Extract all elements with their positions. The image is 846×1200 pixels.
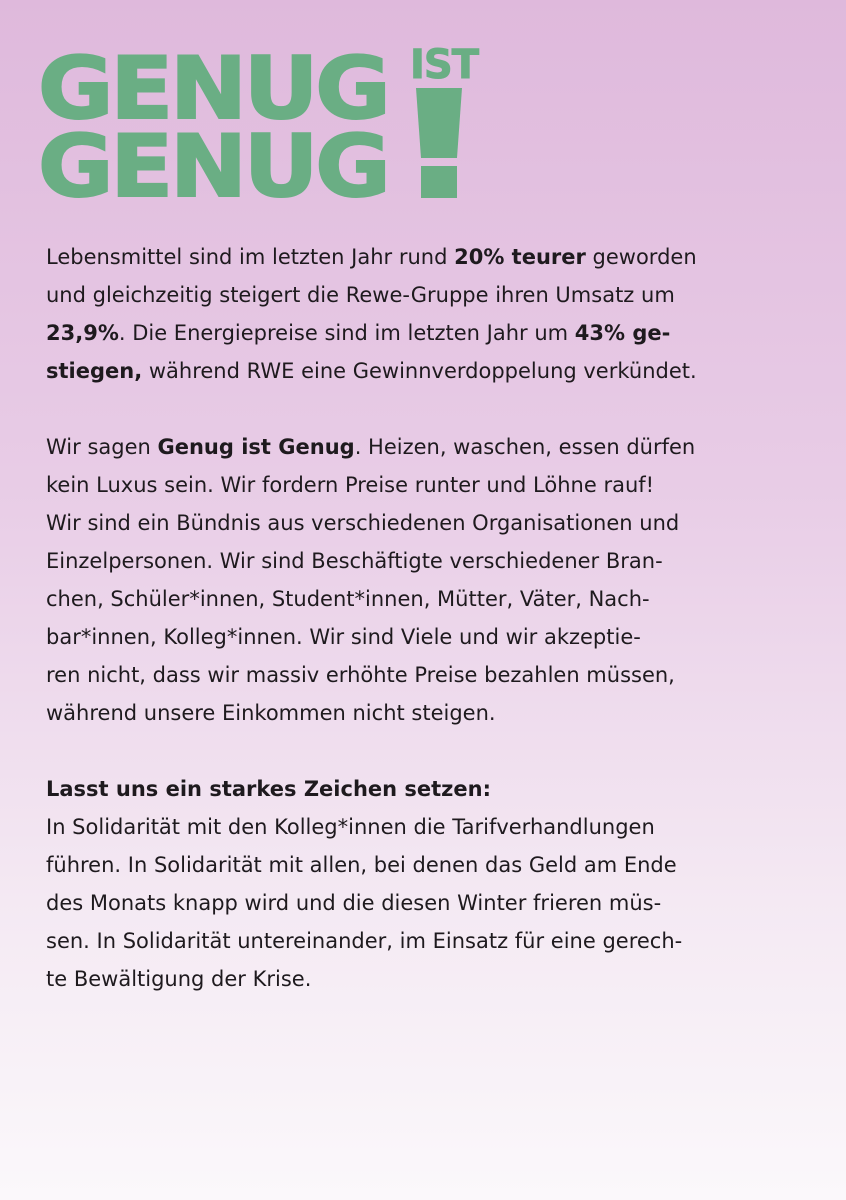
text-line: In Solidarität mit den Kolleg*innen die Tarifverhandlungen — [46, 815, 655, 839]
highlight-43-percent: 43% ge- — [574, 321, 671, 345]
logo-word-ist: IST — [410, 42, 478, 88]
text-line: stiegen, während RWE eine Gewinnverdoppelung verkündet. — [46, 359, 697, 383]
paragraph-solidarity — [46, 770, 816, 998]
text-line: ren nicht, dass wir massiv erhöhte Preise bezahlen müssen, — [46, 663, 675, 687]
text-line: te Bewältigung der Krise. — [46, 967, 312, 991]
highlight-20-percent: 20% teurer — [454, 245, 586, 269]
text-line: und gleichzeitig steigert die Rewe-Gruppe ihren Umsatz um — [46, 283, 675, 307]
text-line: chen, Schüler*innen, Student*innen, Mütter, Väter, Nach- — [46, 587, 650, 611]
text-line: führen. In Solidarität mit allen, bei denen das Geld am Ende — [46, 853, 677, 877]
text-line: kein Luxus sein. Wir fordern Preise runter und Löhne rauf! — [46, 473, 655, 497]
text-line: sen. In Solidarität untereinander, im Einsatz für eine gerech- — [46, 929, 683, 953]
highlight-genug-ist-genug: Genug ist Genug — [157, 435, 355, 459]
logo-word-top: GENUG — [38, 39, 388, 139]
text-line: Einzelpersonen. Wir sind Beschäftigte verschiedener Bran- — [46, 549, 663, 573]
paragraph-prices — [46, 238, 816, 390]
solidarity-heading: Lasst uns ein starkes Zeichen setzen: — [46, 777, 491, 801]
genug-ist-genug-logo — [38, 39, 478, 217]
highlight-23-9-percent: 23,9% — [46, 321, 119, 345]
flyer-text — [46, 238, 816, 998]
text-line: 23,9%. Die Energiepreise sind im letzten Jahr um 43% ge- — [46, 321, 671, 345]
text-line: Lebensmittel sind im letzten Jahr rund 20% teurer geworden — [46, 245, 697, 269]
text-line: Wir sagen Genug ist Genug. Heizen, waschen, essen dürfen — [46, 435, 696, 459]
text-line: bar*innen, Kolleg*innen. Wir sind Viele und wir akzeptie- — [46, 625, 641, 649]
text-line: des Monats knapp wird und die diesen Winter frieren müs- — [46, 891, 662, 915]
logo-word-bottom: GENUG — [38, 117, 388, 217]
highlight-gestiegen: stiegen, — [46, 359, 143, 383]
paragraph-alliance — [46, 428, 816, 732]
exclamation-mark-icon — [416, 88, 462, 198]
text-line: während unsere Einkommen nicht steigen. — [46, 701, 496, 725]
text-line: Wir sind ein Bündnis aus verschiedenen Organisationen und — [46, 511, 680, 535]
